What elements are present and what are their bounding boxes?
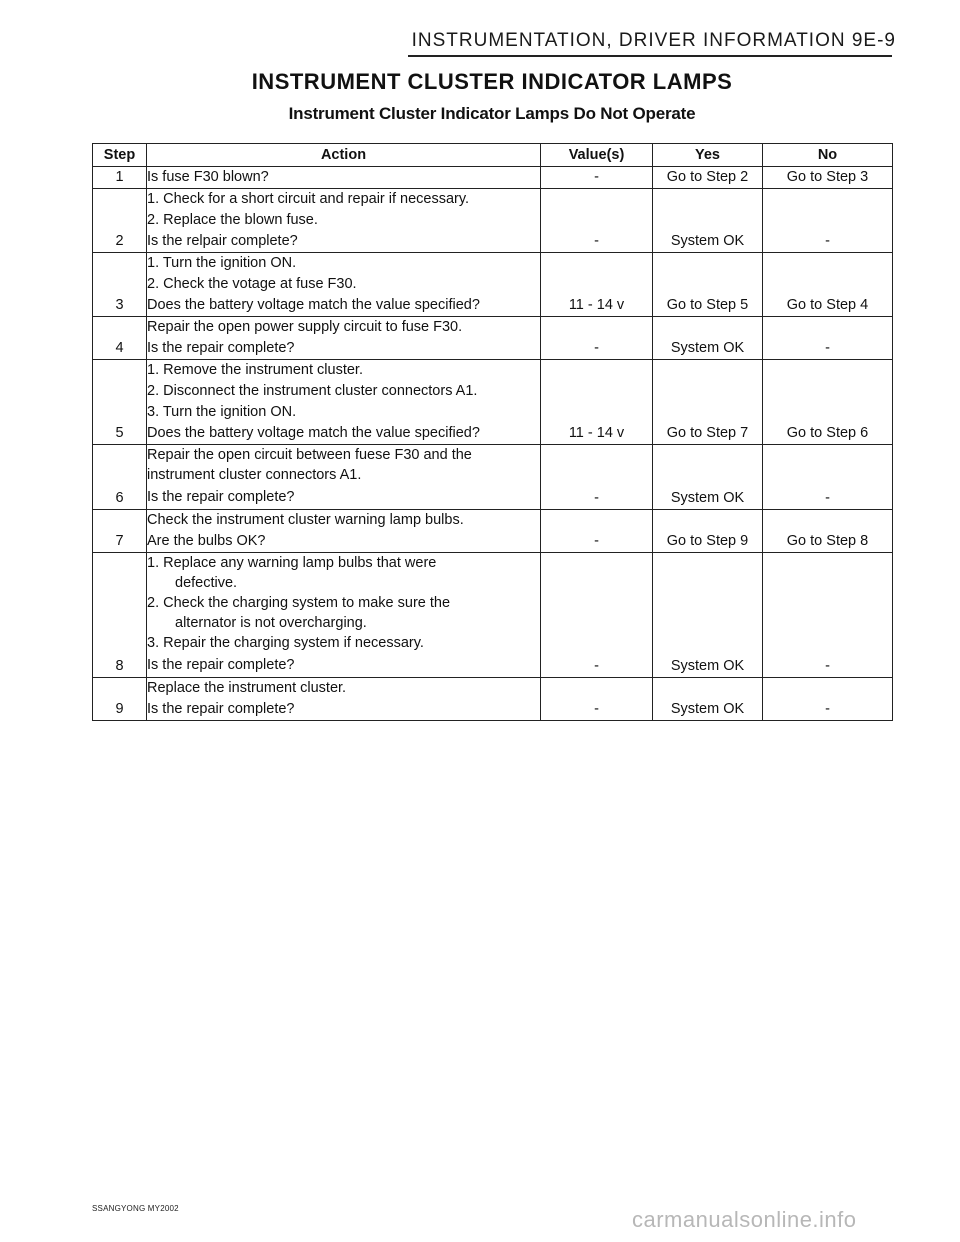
action-line: Are the bulbs OK?	[147, 533, 266, 549]
action-line: Does the battery voltage match the value specified?	[147, 425, 480, 441]
step-number: 2	[93, 189, 147, 253]
table-row	[93, 253, 893, 317]
step-number: 6	[93, 445, 147, 510]
action-line: 2. Check the votage at fuse F30.	[147, 276, 357, 292]
table-header-row	[93, 144, 893, 167]
page-subtitle: Instrument Cluster Indicator Lamps Do Not Operate	[288, 104, 696, 123]
action-line: 3. Turn the ignition ON.	[147, 404, 297, 420]
running-header-title: INSTRUMENTATION, DRIVER INFORMATION 9E-9	[411, 30, 896, 51]
step-number: 7	[93, 510, 147, 553]
action-cell	[147, 317, 541, 360]
action-line: 3. Repair the charging system if necessary.	[147, 635, 424, 651]
yes-cell: System OK	[653, 445, 763, 510]
value-cell: -	[541, 189, 653, 253]
value-cell: -	[541, 678, 653, 721]
yes-cell: System OK	[653, 189, 763, 253]
action-line: 2. Disconnect the instrument cluster connectors A1.	[147, 383, 478, 399]
table-row	[93, 189, 893, 253]
step-number: 5	[93, 360, 147, 445]
value-cell: -	[541, 167, 653, 189]
action-line: 2. Check the charging system to make sure the	[147, 595, 451, 611]
step-number: 4	[93, 317, 147, 360]
yes-cell: System OK	[653, 317, 763, 360]
action-line: 1. Replace any warning lamp bulbs that were	[147, 555, 437, 571]
footer-model: SSANGYONG MY2002	[92, 1204, 179, 1213]
value-cell: -	[541, 445, 653, 510]
action-line: 1. Turn the ignition ON.	[147, 255, 297, 271]
no-cell: -	[763, 189, 893, 253]
no-cell: Go to Step 8	[763, 510, 893, 553]
action-line: Is fuse F30 blown?	[147, 169, 269, 185]
no-cell: -	[763, 553, 893, 678]
action-cell	[147, 510, 541, 553]
action-line: alternator is not overcharging.	[175, 615, 367, 631]
value-cell: -	[541, 510, 653, 553]
action-line: Replace the instrument cluster.	[147, 680, 347, 696]
action-line: Is the repair complete?	[147, 657, 295, 673]
yes-cell: System OK	[653, 553, 763, 678]
action-line: Is the relpair complete?	[147, 233, 298, 249]
table-row	[93, 678, 893, 721]
yes-cell: Go to Step 9	[653, 510, 763, 553]
value-cell: -	[541, 553, 653, 678]
action-line: Repair the open circuit between fuese F30 and the	[147, 447, 472, 463]
no-cell: -	[763, 678, 893, 721]
action-line: 2. Replace the blown fuse.	[147, 212, 318, 228]
no-cell: -	[763, 317, 893, 360]
action-line: 1. Check for a short circuit and repair if necessary.	[147, 191, 470, 207]
step-number: 8	[93, 553, 147, 678]
action-line: 1. Remove the instrument cluster.	[147, 362, 363, 378]
value-cell: 11 - 14 v	[541, 360, 653, 445]
header-no: No	[763, 144, 893, 167]
header-action: Action	[147, 144, 541, 167]
step-number: 1	[93, 167, 147, 189]
action-line: defective.	[175, 575, 238, 591]
page-title: INSTRUMENT CLUSTER INDICATOR LAMPS	[251, 69, 733, 94]
action-cell	[147, 445, 541, 510]
yes-cell: Go to Step 7	[653, 360, 763, 445]
action-cell	[147, 553, 541, 678]
value-cell: -	[541, 317, 653, 360]
table-row	[93, 167, 893, 189]
table-row	[93, 317, 893, 360]
header-divider	[408, 55, 892, 57]
step-number: 3	[93, 253, 147, 317]
action-line: Is the repair complete?	[147, 489, 295, 505]
action-line: Is the repair complete?	[147, 340, 295, 356]
watermark: carmanualsonline.info	[632, 1207, 857, 1232]
action-line: Check the instrument cluster warning lamp bulbs.	[147, 512, 464, 528]
action-cell	[147, 678, 541, 721]
no-cell: Go to Step 6	[763, 360, 893, 445]
no-cell: Go to Step 3	[763, 167, 893, 189]
table-row	[93, 445, 893, 510]
table-row	[93, 510, 893, 553]
action-cell	[147, 189, 541, 253]
action-line: Does the battery voltage match the value specified?	[147, 297, 480, 313]
action-line: instrument cluster connectors A1.	[147, 467, 362, 483]
no-cell: Go to Step 4	[763, 253, 893, 317]
yes-cell: Go to Step 2	[653, 167, 763, 189]
value-cell: 11 - 14 v	[541, 253, 653, 317]
yes-cell: Go to Step 5	[653, 253, 763, 317]
table-row	[93, 360, 893, 445]
step-number: 9	[93, 678, 147, 721]
action-cell	[147, 167, 541, 189]
action-cell	[147, 253, 541, 317]
diagnostic-table	[92, 143, 893, 721]
table-row	[93, 553, 893, 678]
yes-cell: System OK	[653, 678, 763, 721]
action-line: Repair the open power supply circuit to fuse F30.	[147, 319, 463, 335]
action-cell	[147, 360, 541, 445]
action-line: Is the repair complete?	[147, 701, 295, 717]
header-step: Step	[93, 144, 147, 167]
header-values: Value(s)	[541, 144, 653, 167]
no-cell: -	[763, 445, 893, 510]
header-yes: Yes	[653, 144, 763, 167]
